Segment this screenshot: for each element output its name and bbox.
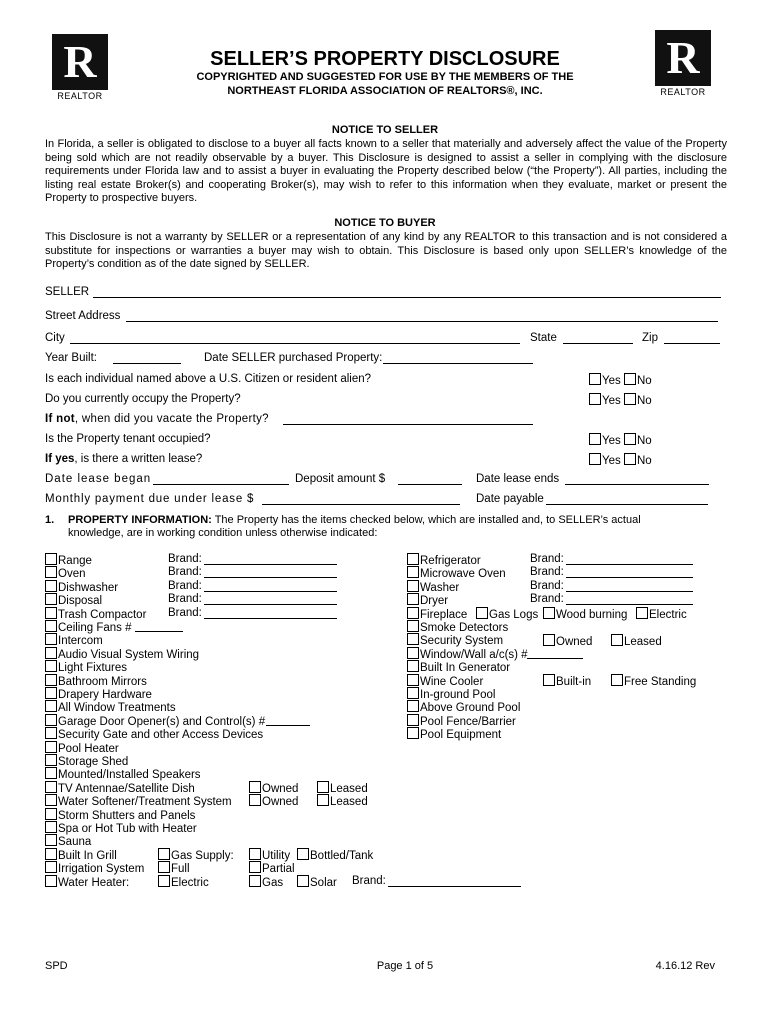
left-item-label: Drapery Hardware [58, 689, 152, 701]
right-item[interactable] [407, 607, 467, 621]
right-item-label: Smoke Detectors [420, 622, 509, 634]
checkbox[interactable] [589, 453, 601, 465]
seller-label: SELLER [45, 286, 90, 298]
checkbox[interactable] [249, 861, 261, 873]
checkbox[interactable] [407, 633, 419, 645]
footer-page-number: Page 1 of 5 [376, 960, 434, 972]
checkbox[interactable] [589, 373, 601, 385]
checkbox[interactable] [45, 741, 57, 753]
checkbox[interactable] [158, 848, 170, 860]
year-built-label: Year Built: [45, 352, 97, 364]
checkbox[interactable] [636, 607, 648, 619]
right-brand-input[interactable] [566, 581, 693, 592]
subtitle-line-1: COPYRIGHTED AND SUGGESTED FOR USE BY THE MEMBERS OF THE [196, 71, 574, 83]
left-item-label: TV Antennae/Satellite Dish [58, 782, 195, 795]
right-item-label: Pool Fence/Barrier [420, 715, 516, 728]
notice-buyer-text: This Disclosure is not a warranty by SELLER or a representation of any kind by any REALTOR to this transaction and is not considered a substitute for inspections or warranties a buyer may wish to obtain. This Disclosure is based only upon SELLER’s knowledge of the Property’s condition as of the date signed by SELLER. [45, 231, 727, 271]
left-item-label: Sauna [58, 836, 92, 849]
bottled-tank-option[interactable]: Bottled/Tank [297, 848, 373, 862]
checkbox[interactable] [407, 553, 419, 565]
checkbox[interactable] [407, 620, 419, 632]
gas-logs-option[interactable]: Gas Logs [476, 607, 538, 621]
realtor-logo-left: R REALTOR [52, 34, 108, 101]
left-item-label: Audio Visual System Wiring [58, 648, 200, 661]
checkbox[interactable] [476, 607, 488, 619]
checkbox[interactable] [45, 647, 57, 659]
checkbox[interactable] [249, 794, 261, 806]
left-item[interactable] [45, 794, 232, 808]
checkbox[interactable] [407, 593, 419, 605]
tenant-yes-no[interactable]: Yes No [589, 433, 652, 447]
checkbox[interactable] [407, 687, 419, 699]
left-item-label: Trash Compactor [58, 608, 147, 621]
right-item[interactable] [407, 674, 483, 688]
checkbox[interactable] [249, 848, 261, 860]
right-brand-label: Brand: [530, 579, 564, 592]
water-heater-gas-option[interactable]: Gas [249, 875, 283, 889]
left-brand-input[interactable] [204, 554, 337, 565]
deposit-label: Deposit amount $ [295, 473, 386, 485]
checkbox[interactable] [45, 861, 57, 873]
left-brand-label: Brand: [168, 579, 202, 592]
right-item-label: Microwave Oven [420, 568, 506, 581]
question-occupy: Do you currently occupy the Property? [45, 393, 241, 405]
checkbox[interactable] [589, 393, 601, 405]
checkbox[interactable] [158, 861, 170, 873]
checkbox[interactable] [543, 674, 555, 686]
right-item-label: Security System [420, 635, 504, 648]
right-item[interactable] [407, 620, 508, 634]
checkbox[interactable] [45, 834, 57, 846]
right-item[interactable] [407, 714, 516, 728]
right-item-label: Refrigerator [420, 555, 481, 567]
right-item[interactable] [407, 566, 506, 580]
checkbox[interactable] [45, 794, 57, 806]
left-brand-input[interactable] [204, 594, 337, 605]
irrigation-partial-option[interactable]: Partial [249, 861, 295, 875]
lease-began-label: Date lease began [45, 473, 152, 485]
right-item-label: Dryer [420, 595, 449, 608]
left-item-label: Intercom [58, 635, 103, 648]
checkbox[interactable] [407, 647, 419, 659]
right-item[interactable] [407, 700, 520, 714]
zip-label: Zip [642, 332, 658, 344]
checkbox[interactable] [45, 580, 57, 592]
checkbox[interactable] [45, 593, 57, 605]
left-brand-input[interactable] [204, 581, 337, 592]
monthly-label: Monthly payment due under lease $ [45, 493, 255, 505]
right-item-label: Washer [420, 581, 460, 594]
security-leased-option[interactable]: Leased [611, 634, 662, 648]
left-item[interactable] [45, 566, 86, 580]
left-item[interactable] [45, 727, 263, 741]
checkbox[interactable] [317, 781, 329, 793]
right-item[interactable] [407, 727, 501, 741]
right-brand-input[interactable] [566, 594, 693, 605]
notice-seller-heading: NOTICE TO SELLER [331, 124, 439, 136]
street-label: Street Address [45, 310, 121, 322]
right-item[interactable] [407, 660, 510, 674]
left-item[interactable] [45, 714, 265, 728]
right-brand-input[interactable] [566, 567, 693, 578]
right-item-label: Pool Equipment [420, 729, 502, 742]
street-input[interactable] [126, 311, 718, 322]
date-payable-label: Date payable [476, 493, 544, 505]
state-label: State [530, 332, 557, 344]
right-item-label: Built In Generator [420, 662, 511, 675]
right-item[interactable] [407, 593, 448, 607]
checkbox[interactable] [624, 433, 636, 445]
checkbox[interactable] [317, 794, 329, 806]
date-payable-input[interactable] [546, 494, 708, 505]
checkbox[interactable] [407, 700, 419, 712]
wine-freestanding-option[interactable]: Free Standing [611, 674, 696, 688]
checkbox[interactable] [45, 607, 57, 619]
left-brand-label: Brand: [168, 553, 202, 565]
checkbox[interactable] [45, 875, 57, 887]
checkbox[interactable] [45, 660, 57, 672]
date-purchased-label: Date SELLER purchased Property: [204, 352, 383, 364]
left-item[interactable] [45, 875, 129, 889]
left-item[interactable] [45, 633, 103, 647]
wood-burning-option[interactable]: Wood burning [543, 607, 627, 621]
water-heater-brand-label: Brand: [352, 875, 386, 887]
checkbox[interactable] [543, 607, 555, 619]
right-item-label: In-ground Pool [420, 689, 496, 701]
zip-input[interactable] [664, 333, 720, 344]
water-heater-brand-input[interactable] [388, 876, 521, 887]
monthly-input[interactable] [262, 494, 460, 505]
gas-supply-option[interactable]: Gas Supply: [158, 848, 234, 862]
question-lease: If yes, is there a written lease? [45, 453, 203, 465]
right-brand-input[interactable] [566, 554, 693, 565]
left-brand-label: Brand: [168, 593, 202, 606]
right-brand-label: Brand: [530, 593, 564, 606]
left-item[interactable] [45, 620, 132, 634]
water-heater-electric-option[interactable]: Electric [158, 875, 209, 889]
checkbox[interactable] [297, 875, 309, 887]
right-item[interactable] [407, 580, 459, 594]
left-item-label: Pool Heater [58, 742, 119, 755]
left-brand-input[interactable] [204, 608, 337, 619]
left-brand-input[interactable] [204, 567, 337, 578]
left-brand-label: Brand: [168, 606, 202, 619]
left-item[interactable] [45, 767, 201, 781]
checkbox[interactable] [249, 781, 261, 793]
lease-yes-no[interactable]: Yes No [589, 453, 652, 467]
left-item-label: Oven [58, 568, 86, 581]
wine-builtin-option[interactable]: Built-in [543, 674, 591, 688]
left-brand-label: Brand: [168, 566, 202, 579]
page-title: SELLER’S PROPERTY DISCLOSURE [210, 48, 560, 70]
left-item[interactable] [45, 593, 102, 607]
question-vacate: If not, when did you vacate the Property? [45, 413, 269, 425]
left-item-label: Light Fixtures [58, 662, 128, 675]
checkbox[interactable] [45, 821, 57, 833]
lease-ends-label: Date lease ends [476, 473, 560, 485]
checkbox[interactable] [407, 580, 419, 592]
left-item-label: Security Gate and other Access Devices [58, 729, 264, 742]
left-item[interactable] [45, 647, 199, 661]
citizen-yes-no[interactable]: Yes No [589, 373, 652, 387]
left-item[interactable] [45, 861, 144, 875]
right-item[interactable] [407, 647, 528, 661]
checkbox[interactable] [45, 848, 57, 860]
garage-opener-count-input[interactable] [266, 715, 310, 726]
left-item-label: Ceiling Fans # [58, 622, 132, 634]
deposit-input[interactable] [398, 474, 462, 485]
section-number: 1. [45, 514, 55, 526]
water-heater-solar-option[interactable]: Solar [297, 875, 337, 889]
left-item-label: Bathroom Mirrors [58, 675, 147, 688]
irrigation-full-option[interactable]: Full [158, 861, 190, 875]
seller-input[interactable] [93, 287, 721, 298]
checkbox[interactable] [611, 634, 623, 646]
right-brand-label: Brand: [530, 566, 564, 579]
left-item[interactable] [45, 821, 197, 835]
ceiling-fans-count-input[interactable] [135, 621, 183, 632]
checkbox[interactable] [45, 767, 57, 779]
left-item[interactable] [45, 607, 146, 621]
right-item[interactable] [407, 633, 503, 647]
right-brand-label: Brand: [530, 553, 564, 565]
checkbox[interactable] [45, 553, 57, 565]
checkbox[interactable] [611, 674, 623, 686]
left-item[interactable] [45, 580, 118, 594]
left-item-label: Spa or Hot Tub with Heater [58, 823, 197, 835]
left-item-label: Built In Grill [58, 849, 117, 862]
notice-buyer-heading: NOTICE TO BUYER [334, 217, 436, 229]
city-label: City [45, 332, 65, 344]
checkbox[interactable] [45, 808, 57, 820]
checkbox[interactable] [45, 674, 57, 686]
tv-leased-option[interactable]: Leased [317, 781, 368, 795]
checkbox[interactable] [407, 607, 419, 619]
checkbox[interactable] [45, 633, 57, 645]
left-item[interactable] [45, 834, 91, 848]
checkbox[interactable] [624, 393, 636, 405]
right-item-label: Window/Wall a/c(s) # [420, 648, 528, 661]
left-item-label: Storm Shutters and Panels [58, 809, 196, 822]
fireplace-electric-option[interactable]: Electric [636, 607, 687, 621]
left-item-label: Range [58, 555, 92, 567]
left-item-label: Garage Door Opener(s) and Control(s) # [58, 715, 266, 728]
checkbox[interactable] [407, 714, 419, 726]
left-item[interactable] [45, 741, 119, 755]
water-leased-option[interactable]: Leased [317, 794, 368, 808]
left-item[interactable] [45, 808, 195, 822]
lease-began-input[interactable] [153, 474, 289, 485]
right-item[interactable] [407, 553, 481, 567]
checkbox[interactable] [45, 781, 57, 793]
left-item[interactable] [45, 687, 152, 701]
date-purchased-input[interactable] [383, 353, 533, 364]
section-text: knowledge, are in working condition unless otherwise indicated: [68, 527, 378, 539]
footer-form-code: SPD [45, 960, 68, 972]
right-item-label: Wine Cooler [420, 675, 484, 688]
city-input[interactable] [70, 333, 520, 344]
lease-ends-input[interactable] [565, 474, 709, 485]
notice-seller-text: In Florida, a seller is obligated to disclose to a buyer all facts known to a seller that materially and adversely affect the value of the Property being sold which are not readily observable by a buyer. This Disclosure is designed to assist a seller in complying with the disclosure requirements under Florida law and to assist a buyer in evaluating the Property described below (“the Property”). All parties, including the listing real estate Broker(s) and cooperating Broker(s), may wish to refer to this information when they evaluate, market or present the Property to prospective buyers. [45, 138, 727, 205]
left-item[interactable] [45, 781, 195, 795]
left-item[interactable] [45, 700, 176, 714]
checkbox[interactable] [158, 875, 170, 887]
checkbox[interactable] [45, 700, 57, 712]
security-owned-option[interactable]: Owned [543, 634, 592, 648]
checkbox[interactable] [45, 687, 57, 699]
state-input[interactable] [563, 333, 633, 344]
checkbox[interactable] [45, 714, 57, 726]
left-item-label: Mounted/Installed Speakers [58, 769, 201, 782]
left-item-label: Water Softener/Treatment System [58, 796, 232, 809]
checkbox[interactable] [297, 848, 309, 860]
section-heading: PROPERTY INFORMATION: The Property has the items checked below, which are installed and, to SELLER’s actual [68, 514, 641, 526]
checkbox[interactable] [543, 634, 555, 646]
realtor-logo-right: R REALTOR [655, 30, 711, 97]
question-tenant: Is the Property tenant occupied? [45, 433, 211, 445]
left-item[interactable] [45, 848, 117, 862]
checkbox[interactable] [249, 875, 261, 887]
checkbox[interactable] [45, 620, 57, 632]
vacate-date-input[interactable] [283, 414, 533, 425]
checkbox[interactable] [45, 754, 57, 766]
left-item[interactable] [45, 660, 127, 674]
left-item[interactable] [45, 754, 128, 768]
occupy-yes-no[interactable]: Yes No [589, 393, 652, 407]
right-item[interactable] [407, 687, 495, 701]
year-built-input[interactable] [113, 353, 181, 364]
checkbox[interactable] [407, 727, 419, 739]
right-item-label: Above Ground Pool [420, 702, 521, 715]
checkbox[interactable] [589, 433, 601, 445]
subtitle-line-2: NORTHEAST FLORIDA ASSOCIATION OF REALTORS®, INC. [227, 85, 543, 97]
utility-option[interactable]: Utility [249, 848, 290, 862]
checkbox[interactable] [624, 453, 636, 465]
checkbox[interactable] [407, 674, 419, 686]
left-item[interactable] [45, 674, 147, 688]
left-item-label: Disposal [58, 595, 103, 608]
checkbox[interactable] [407, 660, 419, 672]
footer-revision: 4.16.12 Rev [655, 960, 715, 972]
left-item-label: Storage Shed [58, 756, 129, 768]
left-item-label: Water Heater: [58, 876, 130, 889]
question-citizen: Is each individual named above a U.S. Citizen or resident alien? [45, 373, 372, 385]
checkbox[interactable] [407, 566, 419, 578]
left-item[interactable] [45, 553, 92, 567]
left-item-label: All Window Treatments [58, 702, 176, 715]
water-owned-option[interactable]: Owned [249, 794, 298, 808]
right-item-label: Fireplace [420, 608, 468, 621]
left-item-label: Irrigation System [58, 863, 145, 876]
left-item-label: Dishwasher [58, 581, 119, 594]
tv-owned-option[interactable]: Owned [249, 781, 298, 795]
checkbox[interactable] [624, 373, 636, 385]
window-ac-count-input[interactable] [527, 648, 583, 659]
checkbox[interactable] [45, 566, 57, 578]
checkbox[interactable] [45, 727, 57, 739]
